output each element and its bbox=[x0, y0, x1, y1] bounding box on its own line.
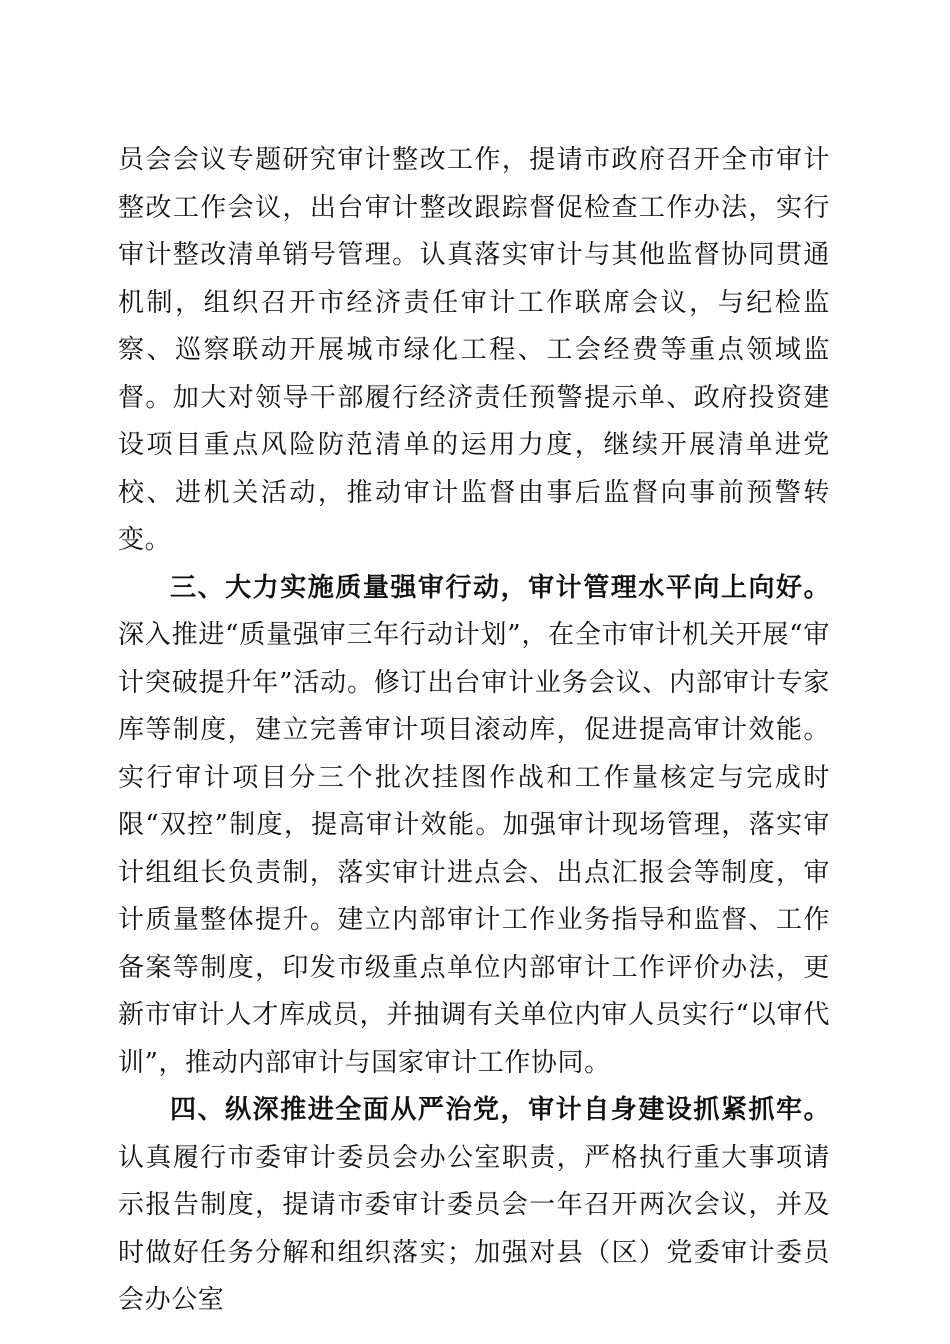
paragraph-section-four bbox=[118, 1087, 830, 1325]
section-heading: 三、大力实施质量强审行动，审计管理水平向上向好。 bbox=[170, 572, 830, 603]
paragraph-continuation bbox=[118, 137, 830, 565]
paragraph-body: 员会会议专题研究审计整改工作，提请市政府召开全市审计整改工作会议，出台审计整改跟踪督促检查工作办法，实行审计整改清单销号管理。认真落实审计与其他监督协同贯通机制，组织召开市经济责任审计工作联席会议，与纪检监察、巡察联动开展城市绿化工程、工会经费等重点领域监督。加大对领导干部履行经济责任预警提示单、政府投资建设项目重点风险防范清单的运用力度，继续开展清单进党校、进机关活动，推动审计监督由事后监督向事前预警转变。 bbox=[118, 145, 830, 555]
paragraph-body: 深入推进“质量强审三年行动计划”，在全市审计机关开展“审计突破提升年”活动。修订出台审计业务会议、内部审计专家库等制度，建立完善审计项目滚动库，促进提高审计效能。实行审计项目分三个批次挂图作战和工作量核定与完成时限“双控”制度，提高审计效能。加强审计现场管理，落实审计组组长负责制，落实审计进点会、出点汇报会等制度，审计质量整体提升。建立内部审计工作业务指导和监督、工作备案等制度，印发市级重点单位内部审计工作评价办法，更新市审计人才库成员，并抽调有关单位内审人员实行“以审代训”，推动内部审计与国家审计工作协同。 bbox=[118, 620, 830, 1078]
paragraph-body: 认真履行市委审计委员会办公室职责，严格执行重大事项请示报告制度，提请市委审计委员会一年召开两次会议，并及时做好任务分解和组织落实；加强对县（区）党委审计委员会办公室 bbox=[118, 1142, 830, 1315]
section-heading: 四、纵深推进全面从严治党，审计自身建设抓紧抓牢。 bbox=[170, 1095, 830, 1125]
paragraph-section-three bbox=[118, 565, 830, 1088]
document-page bbox=[118, 137, 830, 1325]
